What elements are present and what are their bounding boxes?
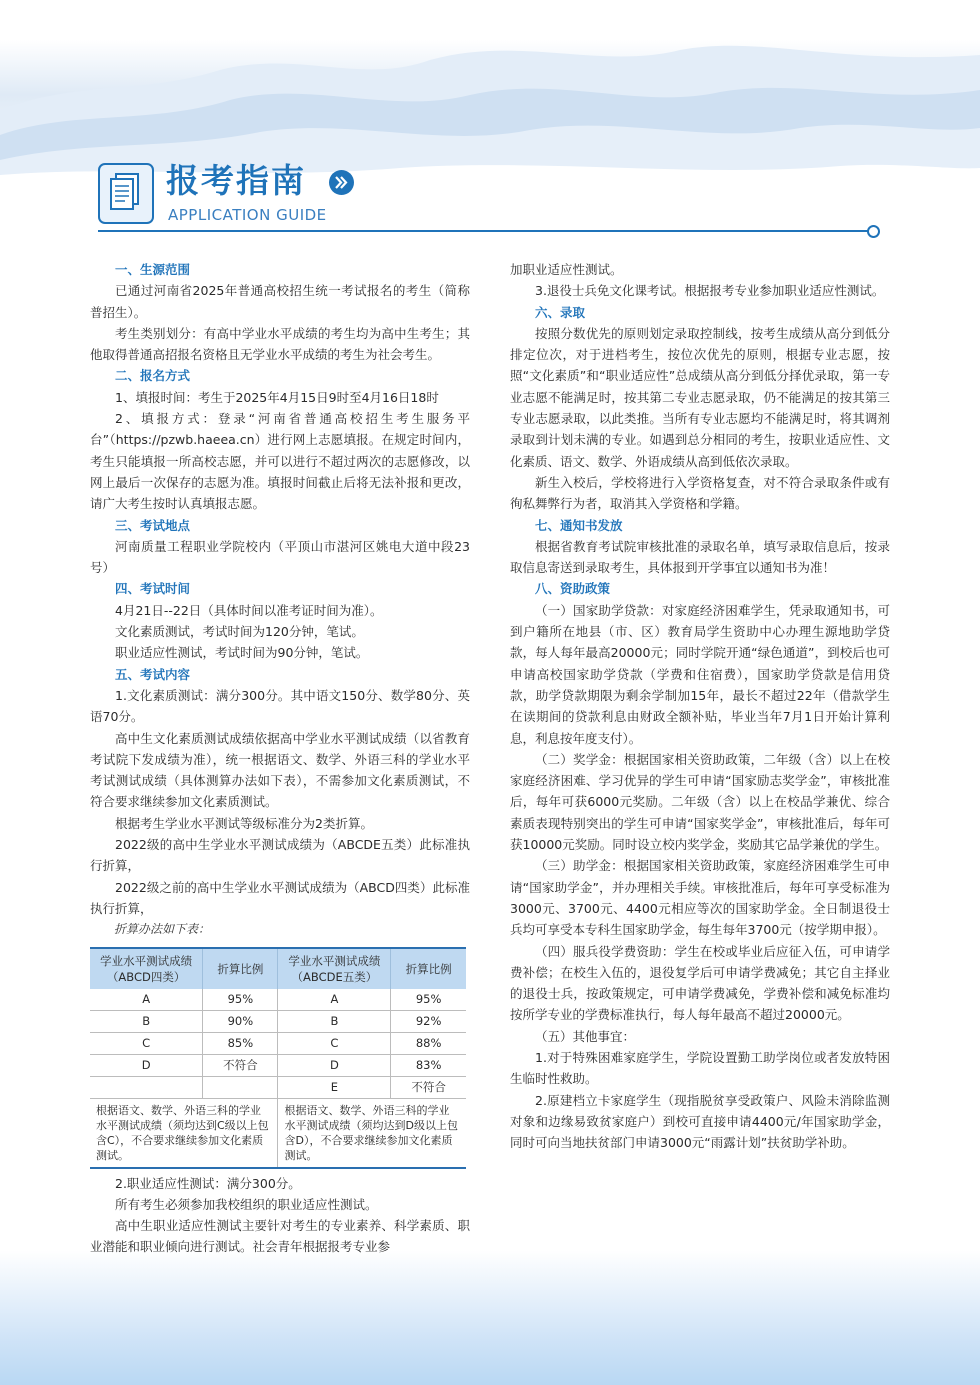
table-cell: D	[90, 1054, 203, 1076]
double-chevron-icon	[329, 170, 354, 195]
paragraph: 按照分数优先的原则划定录取控制线，按考生成绩从高分到低分排定位次，对于进档考生，按位次优先的原则，根据专业志愿，按照“文化素质”和“职业适应性”总成绩从高分到低分择优录取，第一专业志愿不能满足时，按其第二专业志愿录取，仍不能满足的按其第三专业志愿录取，以此类推。当所有专业志愿均不能满足时，将其调剂录取到计划未满的专业。如遇到总分相同的考生，按职业适应性、文化素质、语文、数学、外语成绩从高到低依次录取。	[510, 325, 890, 469]
paragraph: 2.职业适应性测试：满分300分。	[115, 1175, 301, 1191]
paragraph: 高中生文化素质测试成绩依据高中学业水平测试成绩（以省教育考试院下发成绩为准），统一根据语文、数学、外语三科的学业水平考试测试成绩（具体测算办法如下表），不需参加文化素质测试，不符合要求继续参加文化素质测试。	[90, 730, 470, 810]
table-note-row	[90, 1098, 466, 1168]
paragraph: 根据省教育考试院审核批准的录取名单，填写录取信息后，按录取信息寄送到录取考生，具体报到开学事宜以通知书为准！	[510, 538, 890, 576]
table-row	[90, 1010, 466, 1032]
paragraph: 职业适应性测试，考试时间为90分钟，笔试。	[115, 645, 369, 661]
handwritten-note: 折算办法如下表：	[114, 922, 211, 937]
paragraph: 1.对于特殊困难家庭学生，学院设置勤工助学岗位或者发放特困生临时性救助。	[510, 1049, 890, 1087]
table-cell: D	[278, 1054, 391, 1076]
table-header: 折算比例	[203, 948, 278, 989]
paragraph: 1.文化素质测试：满分300分。其中语文150分、数学80分、英语70分。	[90, 687, 470, 725]
table-cell: B	[278, 1010, 391, 1032]
table-cell	[203, 1076, 278, 1098]
table-note: 根据语文、数学、外语三科的学业水平测试成绩（须均达到C级以上包含C），不合要求继续参加文化素质测试。	[90, 1098, 278, 1168]
table-header: 学业水平测试成绩（ABCD四类）	[90, 948, 203, 989]
paragraph: 高中生职业适应性测试主要针对考生的专业素养、科学素质、职业潜能和职业倾向进行测试。社会青年根据报考专业参	[90, 1218, 470, 1255]
section-heading: 一、生源范围	[115, 262, 191, 277]
table-header: 折算比例	[391, 948, 466, 989]
right-column	[510, 259, 890, 1153]
table-cell: 95%	[203, 989, 278, 1011]
paragraph: 加职业适应性测试。	[510, 262, 623, 277]
table-cell: 85%	[203, 1032, 278, 1054]
paragraph: 1、填报时间：考生于2025年4月15日9时至4月16日18时	[115, 389, 439, 405]
section-heading: 二、报名方式	[115, 368, 191, 384]
conversion-table	[90, 947, 466, 1169]
paragraph: （一）国家助学贷款：对家庭经济困难学生，凭录取通知书，可到户籍所在地县（市、区）教育局学生资助中心办理生源地助学贷款，每人每年最高20000元；同时学院开通“绿色通道”，到校后也可申请高校国家助学贷款（学费和住宿费），国家助学贷款是信用贷款，助学贷款期限为剩余学制加15年，最长不超过22年（借款学生在读期间的贷款利息由财政全额补贴，毕业当年7月1日开始计算利息，利息按年度支付）。	[510, 602, 890, 746]
table-cell: C	[90, 1032, 203, 1054]
section-heading: 四、考试时间	[115, 581, 191, 597]
paragraph: （四）服兵役学费资助：学生在校或毕业后应征入伍，可申请学费补偿；在校生入伍的，退役复学后可申请学费减免；其它自主择业的退役士兵，按政策规定，可申请学费减免，学费补偿和减免标准均按所学专业的学费标准执行，每人每年最高不超过20000元。	[510, 943, 890, 1023]
paragraph: （二）奖学金：根据国家相关资助政策，二年级（含）以上在校家庭经济困难、学习优异的学生可申请“国家励志奖学金”，审核批准后，每年可获6000元奖励。二年级（含）以上在校品学兼优、综合素质表现特别突出的学生可申请“国家奖学金”，审核批准后，每年可获10000元奖励。同时设立校内奖学金，奖励其它品学兼优的学生。	[510, 751, 890, 853]
table-cell	[90, 1076, 203, 1098]
paragraph: 2022级之前的高中生学业水平测试成绩为（ABCD四类）此标准执行折算，	[90, 879, 470, 916]
paragraph: 河南质量工程职业学院校内（平顶山市湛河区姚电大道中段23号）	[90, 538, 470, 576]
table-cell: B	[90, 1010, 203, 1032]
table-cell: 92%	[391, 1010, 466, 1032]
table-row	[90, 1032, 466, 1054]
table-row	[90, 1054, 466, 1076]
table-cell: A	[278, 989, 391, 1011]
left-column	[90, 259, 470, 1258]
table-note: 根据语文、数学、外语三科的学业水平测试成绩（须均达到D级以上包含D），不合要求继续参加文化素质测试。	[278, 1098, 466, 1168]
paragraph: 4月21日--22日（具体时间以准考证时间为准）。	[115, 602, 383, 618]
paragraph: 2、填报方式：登录“河南省普通高校招生考生服务平台”（https://pzwb.haeea.cn）进行网上志愿填报。在规定时间内，考生只能填报一所高校志愿，并可以进行不超过两次的志愿修改，以网上最后一次保存的志愿为准。填报时间截止后将无法补报和更改，请广大考生按时认真填报志愿。	[90, 411, 470, 512]
table-cell: C	[278, 1032, 391, 1054]
table-cell: 90%	[203, 1010, 278, 1032]
table-cell: 不符合	[391, 1076, 466, 1098]
section-heading: 三、考试地点	[115, 517, 191, 533]
paragraph: 新生入校后，学校将进行入学资格复查，对不符合录取条件或有徇私舞弊行为者，取消其入学资格和学籍。	[510, 474, 890, 512]
paragraph: （三）助学金：根据国家相关资助政策，家庭经济困难学生可申请“国家助学金”，并办理相关手续。审核批准后，每年可享受标准为3000元、3700元、4400元相应等次的国家助学金。全日制退役士兵均可享受本专科生国家助学金，每生每年3700元（按学期申报）。	[510, 858, 890, 938]
table-cell: E	[278, 1076, 391, 1098]
divider-dot	[867, 225, 880, 238]
section-heading: 五、考试内容	[115, 666, 191, 682]
paragraph: 根据考生学业水平测试等级标准分为2类折算。	[115, 815, 373, 831]
document-icon	[98, 163, 154, 224]
page-subtitle: APPLICATION GUIDE	[168, 206, 327, 224]
paragraph: 2022级的高中生学业水平测试成绩为（ABCDE五类）此标准执行折算，	[90, 837, 470, 874]
header-divider	[98, 230, 868, 232]
table-row	[90, 989, 466, 1011]
table-cell: 83%	[391, 1054, 466, 1076]
table-cell: 不符合	[203, 1054, 278, 1076]
paragraph: 2.原建档立卡家庭学生（现指脱贫享受政策户、风险未消除监测对象和边缘易致贫家庭户）到校可直接申请4400元/年国家助学金，同时可向当地扶贫部门申请3000元“雨露计划”扶贫助学补助。	[510, 1092, 890, 1151]
table-header-row	[90, 948, 466, 989]
table-cell: 95%	[391, 989, 466, 1011]
paragraph: 已通过河南省2025年普通高校招生统一考试报名的考生（简称普招生）。	[90, 283, 470, 320]
section-heading: 七、通知书发放	[535, 517, 623, 533]
paragraph: 所有考生必须参加我校组织的职业适应性测试。	[115, 1196, 378, 1212]
paragraph: 3.退役士兵免文化课考试。根据报考专业参加职业适应性测试。	[535, 283, 885, 299]
paragraph: 考生类别划分：有高中学业水平成绩的考生均为高中生考生；其他取得普通高招报名资格且无学业水平成绩的考生为社会考生。	[90, 325, 470, 363]
section-heading: 六、录取	[535, 304, 586, 320]
table-cell: 88%	[391, 1032, 466, 1054]
paragraph: 文化素质测试，考试时间为120分钟，笔试。	[115, 624, 364, 640]
section-heading: 八、资助政策	[535, 581, 611, 597]
table-row	[90, 1076, 466, 1098]
table-header: 学业水平测试成绩（ABCDE五类）	[278, 948, 391, 989]
table-cell: A	[90, 989, 203, 1011]
page-title: 报考指南	[166, 161, 306, 200]
paragraph: （五）其他事宜：	[535, 1028, 636, 1044]
